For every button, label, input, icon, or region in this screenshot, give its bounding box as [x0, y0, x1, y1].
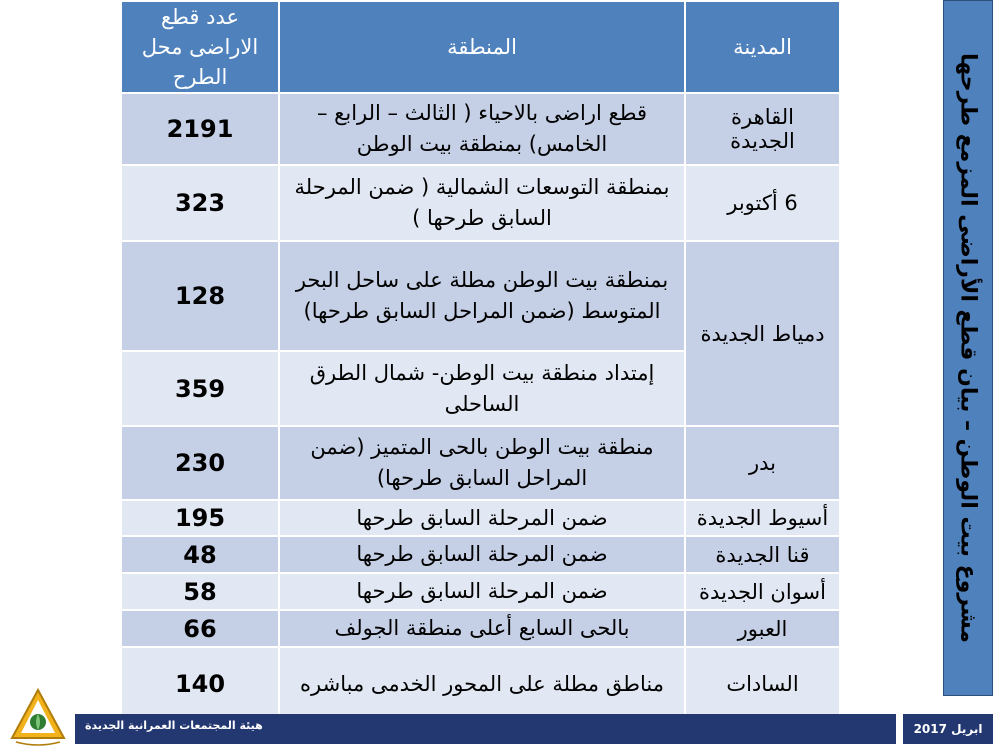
city-cell: 6 أكتوبر [685, 165, 840, 241]
count-cell: 2191 [121, 93, 279, 165]
ncua-logo-icon [8, 686, 68, 746]
region-cell: بمنطقة التوسعات الشمالية ( ضمن المرحلة السابق طرحها ) [279, 165, 685, 241]
region-cell: منطقة بيت الوطن بالحى المتميز (ضمن المراحل السابق طرحها) [279, 426, 685, 500]
table-row [121, 500, 840, 536]
side-title-panel [943, 0, 993, 696]
count-cell: 359 [121, 351, 279, 426]
table-row [121, 93, 840, 165]
region-cell: مناطق مطلة على المحور الخدمى مباشره [279, 647, 685, 721]
table-row [121, 647, 840, 721]
region-cell: ضمن المرحلة السابق طرحها [279, 500, 685, 536]
count-cell: 48 [121, 536, 279, 573]
region-cell: بمنطقة بيت الوطن مطلة على ساحل البحر المتوسط (ضمن المراحل السابق طرحها) [279, 241, 685, 351]
city-cell: بدر [685, 426, 840, 500]
land-plots-table [120, 0, 841, 722]
table-header-row [121, 1, 840, 93]
city-cell: أسيوط الجديدة [685, 500, 840, 536]
header-region: المنطقة [279, 1, 685, 93]
region-cell: بالحى السابع أعلى منطقة الجولف [279, 610, 685, 647]
city-cell: العبور [685, 610, 840, 647]
footer-date: ابريل 2017 [903, 714, 993, 744]
count-cell: 140 [121, 647, 279, 721]
region-cell: ضمن المرحلة السابق طرحها [279, 573, 685, 610]
header-city: المدينة [685, 1, 840, 93]
city-cell: القاهرة الجديدة [685, 93, 840, 165]
count-cell: 195 [121, 500, 279, 536]
region-cell: قطع اراضى بالاحياء ( الثالث – الرابع – الخامس) بمنطقة بيت الوطن [279, 93, 685, 165]
count-cell: 66 [121, 610, 279, 647]
table-row [121, 536, 840, 573]
region-cell: ضمن المرحلة السابق طرحها [279, 536, 685, 573]
city-cell: أسوان الجديدة [685, 573, 840, 610]
count-cell: 58 [121, 573, 279, 610]
footer-organization: هيئة المجتمعات العمرانية الجديدة [85, 719, 263, 732]
count-cell: 128 [121, 241, 279, 351]
table-row [121, 426, 840, 500]
region-cell: إمتداد منطقة بيت الوطن- شمال الطرق الساحلى [279, 351, 685, 426]
city-cell: قنا الجديدة [685, 536, 840, 573]
city-cell: السادات [685, 647, 840, 721]
table-row [121, 610, 840, 647]
count-cell: 230 [121, 426, 279, 500]
side-title: مشروع بيت الوطن – بيان قطع الأراضى المزمع طرحها [955, 52, 981, 644]
header-count: عدد قطع الاراضى محل الطرح [121, 1, 279, 93]
table-row [121, 573, 840, 610]
count-cell: 323 [121, 165, 279, 241]
table-row [121, 165, 840, 241]
city-cell: دمياط الجديدة [685, 241, 840, 426]
table-row [121, 241, 840, 351]
